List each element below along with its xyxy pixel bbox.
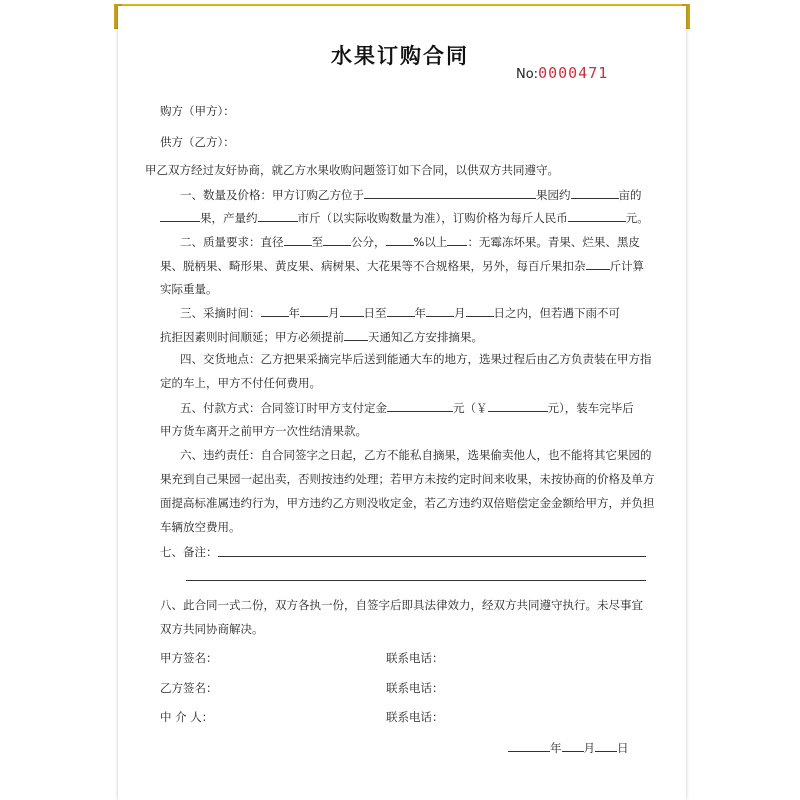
percent-blank[interactable]	[386, 234, 414, 246]
intro-text: 甲乙双方经过友好协商，就乙方水果收购问题签订如下合同，以供双方共同遵守。	[145, 163, 559, 177]
page-title: 水果订购合同	[331, 44, 469, 68]
party-b-signature-label[interactable]: 乙方签名：	[160, 681, 218, 695]
quality-blank[interactable]	[447, 234, 467, 246]
clause-2-line-1: 二、质量要求：直径 至 公分， %以上 ：无霉冻坏果。青果、烂果、黑皮	[180, 235, 640, 249]
impurity-blank[interactable]	[586, 258, 610, 270]
serial-number	[516, 64, 608, 82]
orchard-location-blank[interactable]	[364, 187, 536, 199]
intermediary-phone-label[interactable]: 联系电话：	[386, 710, 444, 724]
diameter-max-blank[interactable]	[323, 234, 351, 246]
seller-field[interactable]: 供方（乙方）：	[160, 135, 235, 149]
clause-3-line-2: 抗拒因素则时间顺延；甲方必须提前 天通知乙方安排摘果。	[160, 330, 483, 344]
acreage-blank[interactable]	[571, 187, 619, 199]
clause-1-line-1: 一、数量及价格：甲方订购乙方位于 果园约 亩的	[180, 188, 642, 202]
clause-8-line-1: 八、此合同一式二份，双方各执一份，自签字后即具法律效力，经双方共同遵守执行。未尽事宜	[160, 598, 643, 612]
remarks-line-1[interactable]	[218, 556, 646, 557]
serial-value: 0000471	[538, 64, 609, 82]
sign-year-blank[interactable]	[508, 740, 550, 752]
start-day-blank[interactable]	[340, 305, 364, 317]
yield-blank[interactable]	[258, 210, 298, 222]
clause-3-line-1: 三、采摘时间： 年 月 日至 年 月 日之内，但若遇下雨不可	[180, 306, 620, 320]
clause-4-line-2: 定的车上，甲方不付任何费用。	[160, 376, 321, 390]
signing-date: 年 月 日	[508, 740, 629, 755]
start-month-blank[interactable]	[300, 305, 328, 317]
intermediary-label[interactable]: 中 介 人：	[160, 710, 214, 724]
clause-8-line-2: 双方共同协商解决。	[160, 622, 264, 636]
clause-1-line-2: 果，产量约 市斤（以实际收购数量为准），订购价格为每斤人民币 元。	[160, 210, 649, 225]
remarks-label: 七、备注：	[160, 545, 218, 559]
clause-5-line-2: 甲方货车离开之前甲方一次性结清果款。	[160, 424, 367, 438]
end-year-blank[interactable]	[387, 305, 415, 317]
deposit-figure-blank[interactable]	[488, 400, 548, 412]
clause-6-line-4: 车辆放空费用。	[160, 520, 241, 534]
buyer-field[interactable]: 购方（甲方）：	[160, 104, 235, 118]
fruit-type-blank[interactable]	[160, 210, 200, 222]
party-a-phone-label[interactable]: 联系电话：	[386, 651, 444, 665]
end-month-blank[interactable]	[426, 305, 454, 317]
remarks-line-2[interactable]	[186, 580, 646, 581]
party-b-phone-label[interactable]: 联系电话：	[386, 681, 444, 695]
clause-5-line-1: 五、付款方式：合同签订时甲方支付定金 元（￥ 元），装车完毕后	[180, 401, 634, 415]
diameter-min-blank[interactable]	[284, 234, 312, 246]
clause-6-line-3: 面提高标准属违约行为，甲方违约乙方则没收定金，若乙方违约双倍赔偿定金金额给甲方，并负担	[160, 496, 655, 510]
sign-day-blank[interactable]	[595, 740, 617, 752]
end-day-blank[interactable]	[466, 305, 494, 317]
sign-month-blank[interactable]	[562, 740, 584, 752]
notice-days-blank[interactable]	[344, 329, 368, 341]
party-a-signature-label[interactable]: 甲方签名：	[160, 651, 218, 665]
clause-2-line-3: 实际重量。	[160, 282, 218, 296]
clause-6-line-2: 果充到自己果园一起出卖，否则按违约处理；若甲方未按约定时间来收果，未按协商的价格及单方	[160, 472, 655, 486]
serial-label: No:	[516, 67, 539, 82]
deposit-amount-blank[interactable]	[387, 400, 453, 412]
start-year-blank[interactable]	[261, 305, 289, 317]
clause-4-line-1: 四、交货地点：乙方把果采摘完毕后送到能通大车的地方，选果过程后由乙方负责装在甲方指	[180, 352, 652, 366]
unit-price-blank[interactable]	[568, 210, 626, 222]
clause-2-line-2: 果、脱柄果、畸形果、黄皮果、病树果、大花果等不合规格果，另外，每百斤果扣杂 斤计算	[160, 259, 644, 273]
clause-6-line-1: 六、违约责任：自合同签字之日起，乙方不能私自摘果，选果偷卖他人，也不能将其它果园的	[180, 448, 652, 462]
